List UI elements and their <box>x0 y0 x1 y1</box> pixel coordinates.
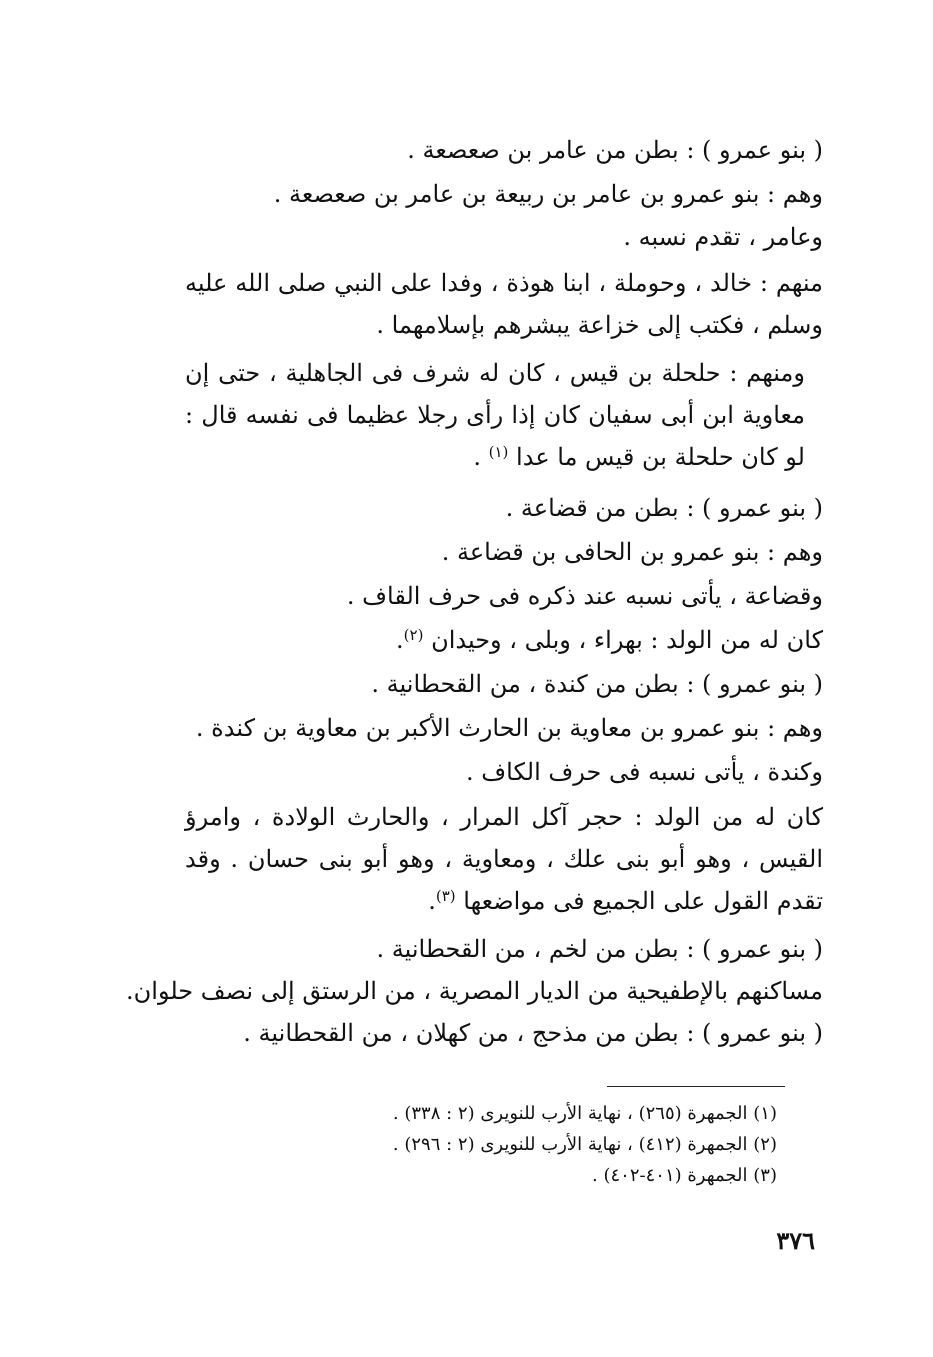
paragraph-7: وهم : بنو عمرو بن الحافى بن قضاعة . <box>441 538 823 566</box>
footnote-ref-1: (١) <box>488 443 509 461</box>
paragraph-9-end: . <box>396 626 404 654</box>
paragraph-10: ( بنو عمرو ) : بطن من كندة ، من القحطانية . <box>371 670 823 698</box>
footnotes <box>300 1098 777 1191</box>
page-number: ٣٧٦ <box>776 1226 815 1255</box>
main-text <box>126 128 823 1054</box>
paragraph-3: وعامر ، تقدم نسبه . <box>623 223 823 251</box>
paragraph-13-end: . <box>428 887 436 915</box>
footnote-1: (١) الجمهرة (٢٦٥) ، نهاية الأرب للنويرى (٢ : ٣٣٨) . <box>392 1103 777 1124</box>
footnote-2: (٢) الجمهرة (٤١٢) ، نهاية الأرب للنويرى (٢ : ٢٩٦) . <box>392 1134 777 1155</box>
paragraph-5-end: . <box>473 443 489 471</box>
paragraph-5-text: ومنهم : حلحلة بن قيس ، كان له شرف فى الجاهلية ، حتى إن معاوية ابن أبى سفيان كان إذا رأى رجلا عظيما فى نفسه قال : لو كان حلحلة بن قيس ما عدا <box>185 359 805 471</box>
paragraph-8: وقضاعة ، يأتى نسبه عند ذكره فى حرف القاف . <box>346 582 823 610</box>
paragraph-13-text: كان له من الولد : حجر آكل المرار ، والحارث الولادة ، وامرؤ القيس ، وهو أبو بنى علك ، ومعاوية ، وهو أبو بنى حسان . وقد تقدم القول على الجميع فى مواضعها <box>185 803 823 915</box>
footnote-3: (٣) الجمهرة (٤٠١-٤٠٢) . <box>592 1165 777 1186</box>
paragraph-12: وكندة ، يأتى نسبه فى حرف الكاف . <box>466 758 823 786</box>
footnote-divider <box>607 1086 785 1087</box>
footnote-ref-2: (٢) <box>403 626 424 644</box>
paragraph-15: مساكنهم بالإطفيحية من الديار المصرية ، من الرستق إلى نصف حلوان. <box>126 977 823 1005</box>
paragraph-9-text: كان له من الولد : بهراء ، وبلى ، وحيدان <box>431 626 823 654</box>
footnote-ref-3: (٣) <box>435 887 456 905</box>
paragraph-1: ( بنو عمرو ) : بطن من عامر بن صعصعة . <box>407 136 823 164</box>
paragraph-9 <box>185 618 823 662</box>
paragraph-14: ( بنو عمرو ) : بطن من لخم ، من القحطانية . <box>376 935 823 963</box>
paragraph-5 <box>185 352 823 478</box>
paragraph-2: وهم : بنو عمرو بن عامر بن ربيعة بن عامر بن صعصعة . <box>273 180 823 208</box>
paragraph-16: ( بنو عمرو ) : بطن من مذحج ، من كهلان ، من القحطانية . <box>243 1019 823 1047</box>
paragraph-4: منهم : خالد ، وحوملة ، ابنا هوذة ، وفدا على النبي صلى الله عليه وسلم ، فكتب إلى خزاعة يبشرهم بإسلامهما . <box>185 269 823 339</box>
paragraph-6: ( بنو عمرو ) : بطن من قضاعة . <box>505 494 823 522</box>
paragraph-11: وهم : بنو عمرو بن معاوية بن الحارث الأكبر بن معاوية بن كندة . <box>195 714 823 742</box>
paragraph-13 <box>185 796 823 922</box>
